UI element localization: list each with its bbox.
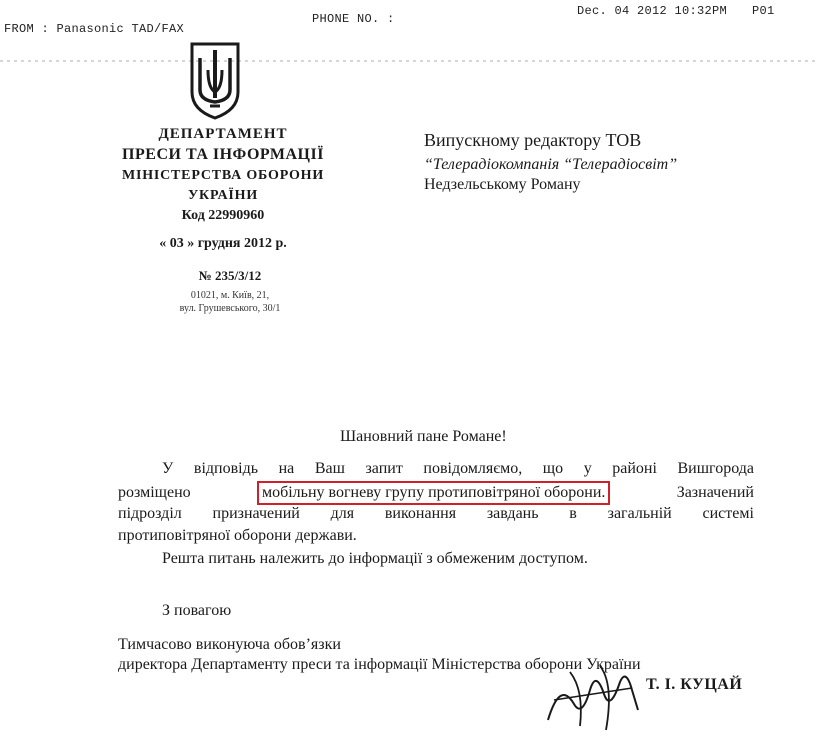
letter-date: « 03 » грудня 2012 р. [159,236,287,251]
letterhead-ministry: МІНІСТЕРСТВА ОБОРОНИ [121,168,325,183]
word: завдань [486,505,539,522]
letterhead-country: УКРАЇНИ [187,188,259,203]
signature-mark [540,660,650,732]
word: призначений [212,505,300,522]
word: підрозділ [118,505,182,522]
paragraph-1-line-3 [118,503,754,525]
signatory-title-2: директора Департаменту преси та інформації Міністерства оборони України [118,656,641,673]
paragraph-1-line-4: протиповітряної оборони держави. [118,527,357,544]
salutation: Шановний пане Романе! [340,428,507,445]
word: Вишгорода [677,460,754,477]
word: для [330,505,355,522]
fax-scan-line [0,60,816,62]
fax-phone: PHONE NO. : [312,12,395,26]
trident-emblem-icon [188,40,242,120]
word: повідомляємо, [423,460,523,477]
word: загальній [607,505,672,522]
letterhead-address-2: вул. Грушевського, 30/1 [179,303,281,314]
word: Ваш [314,460,345,477]
word: в [569,505,577,522]
fax-from: FROM : Panasonic TAD/FAX [4,22,185,36]
word: на [278,460,295,477]
signatory-name: Т. І. КУЦАЙ [646,676,743,693]
word: у [583,460,592,477]
word: системі [702,505,754,522]
paragraph-1-line-1 [162,458,754,480]
highlighted-phrase: мобільну вогневу групу протиповітряної оборони. [257,481,610,505]
recipient-line-3: Недзельському Роману [424,176,581,193]
word: відповідь [193,460,259,477]
letterhead-address-1: 01021, м. Київ, 21, [190,290,270,301]
letterhead-press: ПРЕСИ ТА ІНФОРМАЦІЇ [122,146,324,163]
recipient-line-2: “Телерадіокомпанія “Телерадіосвіт” [424,156,678,173]
word: У [162,460,174,477]
word: районі [612,460,657,477]
closing: З повагою [162,602,232,619]
signatory-title-1: Тимчасово виконуюча обов’язки [118,636,341,653]
letterhead-code: Код 22990960 [181,208,265,223]
recipient-line-1: Випускному редактору ТОВ [424,130,642,150]
paragraph-2: Решта питань належить до інформації з обмеженим доступом. [162,550,588,567]
word: виконання [384,505,457,522]
word: запит [365,460,403,477]
word: розміщено [118,484,191,501]
letterhead-department: ДЕПАРТАМЕНТ [158,126,288,142]
letter-number: № 235/3/12 [198,268,262,283]
fax-page: P01 [752,4,775,18]
word: Зазначений [676,484,754,501]
word: що [542,460,564,477]
paragraph-1-line-2 [118,481,754,505]
fax-datetime: Dec. 04 2012 10:32PM [577,4,728,18]
